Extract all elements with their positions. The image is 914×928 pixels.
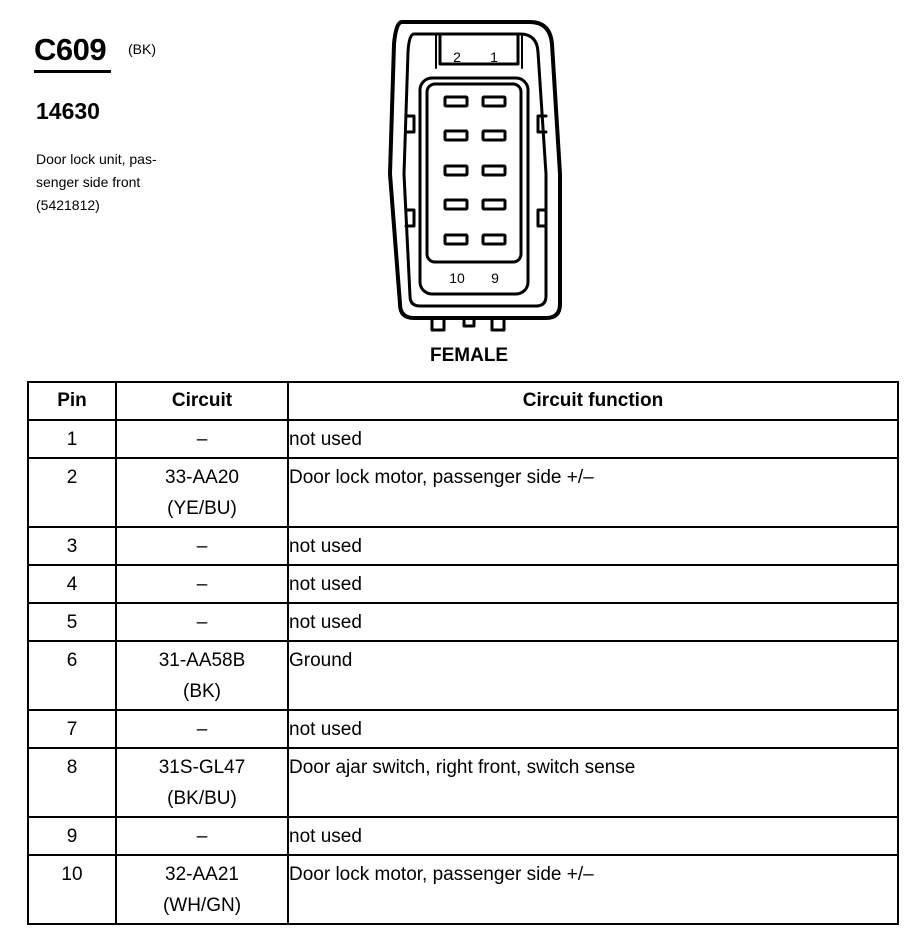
circuit-id: 32-AA21 <box>165 864 239 885</box>
pin-number: 6 <box>28 641 116 710</box>
connector-face-drawing <box>380 14 570 336</box>
circuit-id: 33-AA20 <box>165 467 239 488</box>
connector-color: (BK) <box>128 41 156 57</box>
circuit-id: 31-AA58B <box>158 650 246 671</box>
terminal-cavity <box>483 131 505 140</box>
circuit-function: Door ajar switch, right front, switch sense <box>288 748 898 817</box>
circuit-function: not used <box>288 420 898 458</box>
pin-number: 8 <box>28 748 116 817</box>
circuit-function: not used <box>288 527 898 565</box>
terminal-cavity <box>445 166 467 175</box>
circuit-function: Ground <box>288 641 898 710</box>
pin-number: 2 <box>28 458 116 527</box>
pin-label-2: 2 <box>453 49 461 65</box>
circuit-function: not used <box>288 710 898 748</box>
circuit-id: – <box>196 719 208 740</box>
terminal-cavity <box>445 235 467 244</box>
connector-id: C609 <box>34 32 107 67</box>
circuit-cell <box>116 855 288 924</box>
latch-tab <box>440 36 518 64</box>
wire-color: (YE/BU) <box>167 498 237 519</box>
description-line: (5421812) <box>36 197 100 213</box>
column-header-function: Circuit function <box>288 382 898 420</box>
table-row <box>28 603 898 641</box>
pin-number: 1 <box>28 420 116 458</box>
circuit-id: – <box>196 574 208 595</box>
table-row <box>28 641 898 710</box>
connector-id-underline <box>34 70 111 73</box>
part-number: 14630 <box>36 98 100 124</box>
circuit-cell <box>116 527 288 565</box>
terminal-cavity <box>483 235 505 244</box>
circuit-id: – <box>196 612 208 633</box>
pin-number: 3 <box>28 527 116 565</box>
circuit-id: 31S-GL47 <box>158 757 246 778</box>
pin-label-9: 9 <box>491 270 499 286</box>
housing-inner-outline <box>404 34 546 306</box>
pin-number: 10 <box>28 855 116 924</box>
table-row <box>28 710 898 748</box>
table-header-row <box>28 382 898 420</box>
circuit-id: – <box>196 429 208 450</box>
terminal-cavity <box>445 131 467 140</box>
housing-outline <box>390 22 560 318</box>
circuit-function: not used <box>288 565 898 603</box>
pin-number: 7 <box>28 710 116 748</box>
table-row <box>28 527 898 565</box>
circuit-cell <box>116 420 288 458</box>
wire-color: (BK) <box>183 681 221 702</box>
column-header-pin: Pin <box>28 382 116 420</box>
pin-number: 5 <box>28 603 116 641</box>
circuit-id: – <box>196 826 208 847</box>
pin-number: 9 <box>28 817 116 855</box>
pinout-table <box>27 381 899 925</box>
wire-color: (BK/BU) <box>167 788 237 809</box>
circuit-function: Door lock motor, passenger side +/– <box>288 458 898 527</box>
circuit-cell <box>116 565 288 603</box>
table-row <box>28 420 898 458</box>
circuit-cell <box>116 748 288 817</box>
component-description <box>36 148 157 217</box>
circuit-id: – <box>196 536 208 557</box>
circuit-cell <box>116 458 288 527</box>
description-line: senger side front <box>36 174 141 190</box>
circuit-function: not used <box>288 817 898 855</box>
circuit-cell <box>116 641 288 710</box>
terminal-cavity <box>483 97 505 106</box>
terminal-cavity <box>483 166 505 175</box>
circuit-cell <box>116 710 288 748</box>
table-row <box>28 748 898 817</box>
terminal-cavity <box>445 200 467 209</box>
terminal-cavity <box>483 200 505 209</box>
column-header-circuit: Circuit <box>116 382 288 420</box>
wire-color: (WH/GN) <box>162 895 242 916</box>
table-row <box>28 855 898 924</box>
connector-view-label: FEMALE <box>430 345 509 366</box>
table-row <box>28 458 898 527</box>
circuit-cell <box>116 603 288 641</box>
circuit-function: not used <box>288 603 898 641</box>
pin-number: 4 <box>28 565 116 603</box>
circuit-function: Door lock motor, passenger side +/– <box>288 855 898 924</box>
table-row <box>28 817 898 855</box>
table-row <box>28 565 898 603</box>
circuit-cell <box>116 817 288 855</box>
description-line: Door lock unit, pas- <box>36 151 157 167</box>
pin-label-1: 1 <box>490 49 498 65</box>
terminal-cavity <box>445 97 467 106</box>
pin-label-10: 10 <box>449 270 465 286</box>
